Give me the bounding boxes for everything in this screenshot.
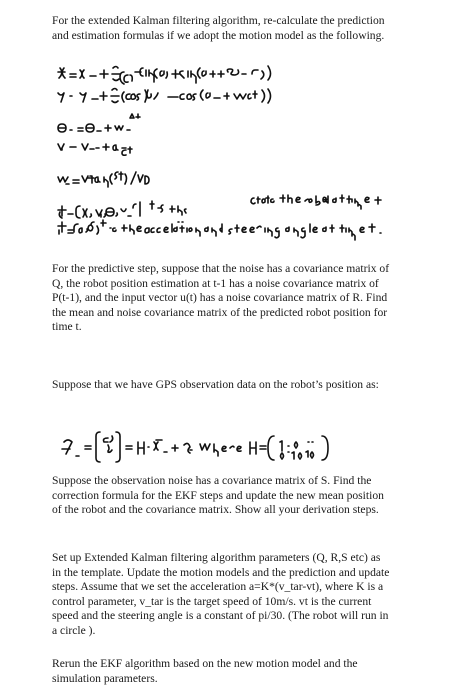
intro-paragraph: For the extended Kalman filtering algorithm, re-calculate the prediction and estimation formulas if we adopt the motion model as the following. — [52, 14, 385, 42]
predictive-step-paragraph: For the predictive step, suppose that the noise has a covariance matrix of Q, the robot position estimation at t-1 has a noise covariance matrix of P(t-1), and the input vector u(t) has a noise covariance matrix of R. Find the mean and noise covariance matrix of the predicted robot position for time t. — [52, 262, 390, 333]
rerun-paragraph: Rerun the EKF algorithm based on the new motion model and the simulation parameters. — [52, 657, 358, 685]
correction-step-paragraph: Suppose the observation noise has a covariance matrix of S. Find the correction formula for the EKF steps and update the new mean position of the robot and the covariance matrix. Show all your derivation steps. — [52, 474, 384, 516]
handwritten-gps-equation — [62, 432, 328, 462]
gps-intro-paragraph: Suppose that we have GPS observation data on the robot’s position as: — [52, 378, 379, 391]
setup-paragraph: Set up Extended Kalman filtering algorithm parameters (Q, R,S etc) as in the template. Update the motion models and the prediction and update steps. Assume that we set the acceleration a=K*(v_tar-vt), where K is a control parameter, v_tar is the target speed of 10m/s. vt is the current speed and the steering angle is a constant of pi/30. (The robot will run in a circle ). — [52, 551, 390, 637]
